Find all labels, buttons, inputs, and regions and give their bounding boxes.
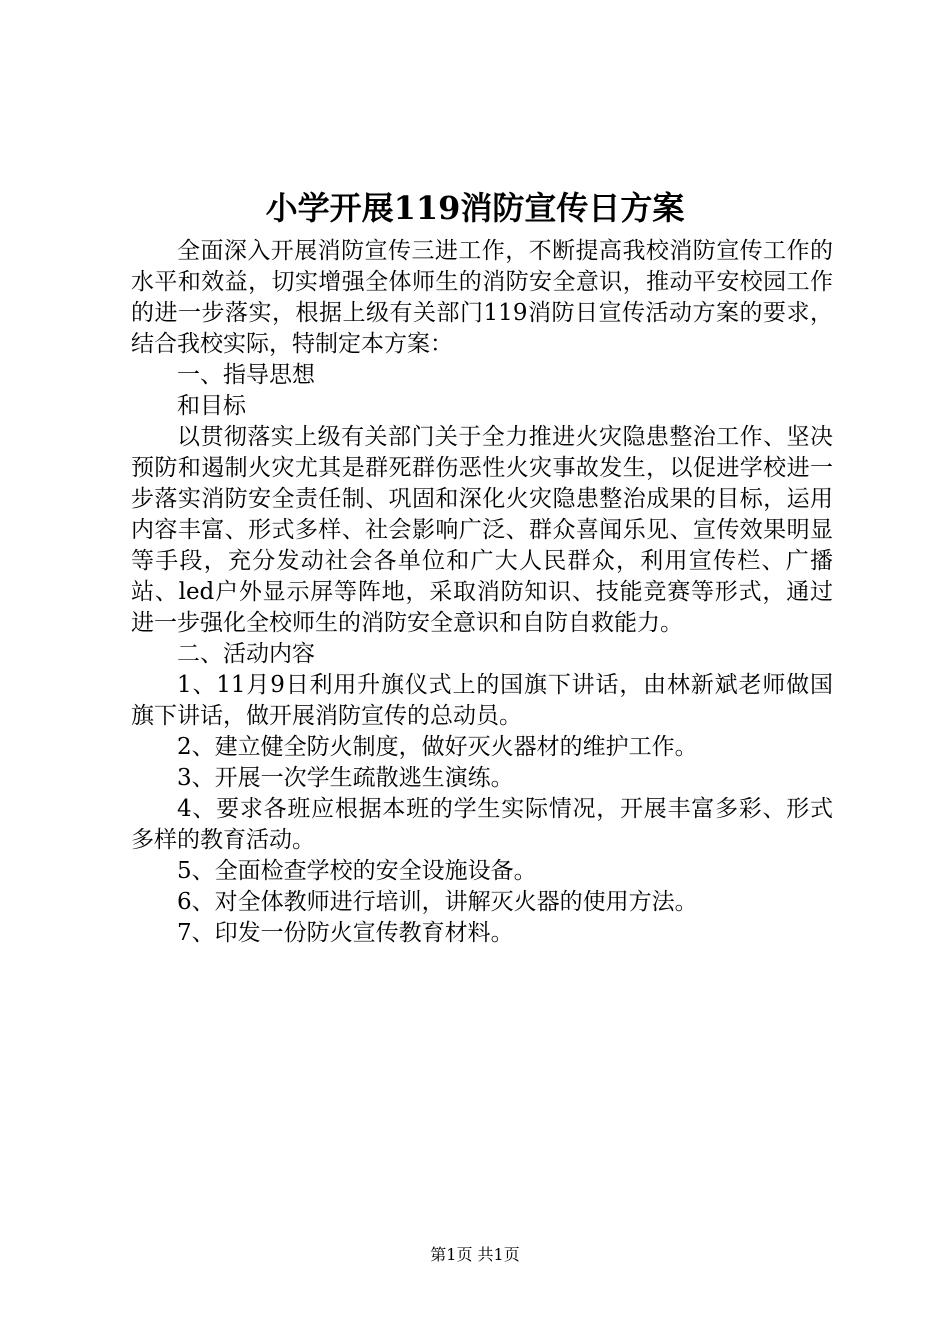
- activity-item-2: 2、建立健全防火制度，做好灭火器材的维护工作。: [177, 734, 698, 760]
- activity-item-4: 4、要求各班应根据本班的学生实际情况，开展丰富多彩、形式多样的教育活动。: [131, 796, 833, 853]
- activity-item-3: 3、开展一次学生疏散逃生演练。: [177, 765, 514, 791]
- document-title: 小学开展119消防宣传日方案: [265, 189, 685, 227]
- section-heading-guiding-ideology: 一、指导思想: [177, 362, 315, 388]
- activity-item-1: 1、11月9日利用升旗仪式上的国旗下讲话，由林新斌老师做国旗下讲话，做开展消防宣传的总动员。: [131, 672, 833, 729]
- activity-item-6: 6、对全体教师进行培训，讲解灭火器的使用方法。: [177, 889, 698, 915]
- activity-item-7: 7、印发一份防火宣传教育材料。: [177, 920, 514, 946]
- section-heading-activities: 二、活动内容: [177, 641, 315, 667]
- document-body: [131, 236, 833, 949]
- goals-paragraph: 以贯彻落实上级有关部门关于全力推进火灾隐患整治工作、坚决预防和遏制火灾尤其是群死群伤恶性火灾事故发生，以促进学校进一步落实消防安全责任制、巩固和深化火灾隐患整治成果的目标，运用内容丰富、形式多样、社会影响广泛、群众喜闻乐见、宣传效果明显等手段，充分发动社会各单位和广大人民群众，利用宣传栏、广播站、led户外显示屏等阵地，采取消防知识、技能竞赛等形式，通过进一步强化全校师生的消防安全意识和自防自救能力。: [131, 424, 833, 636]
- page-footer: 第1页 共1页: [430, 1245, 520, 1264]
- intro-paragraph: 全面深入开展消防宣传三进工作，不断提高我校消防宣传工作的水平和效益，切实增强全体师生的消防安全意识，推动平安校园工作的进一步落实，根据上级有关部门119消防日宣传活动方案的要求，结合我校实际，特制定本方案：: [131, 238, 833, 357]
- section-heading-goals: 和目标: [177, 393, 246, 419]
- activity-item-5: 5、全面检查学校的安全设施设备。: [177, 858, 537, 884]
